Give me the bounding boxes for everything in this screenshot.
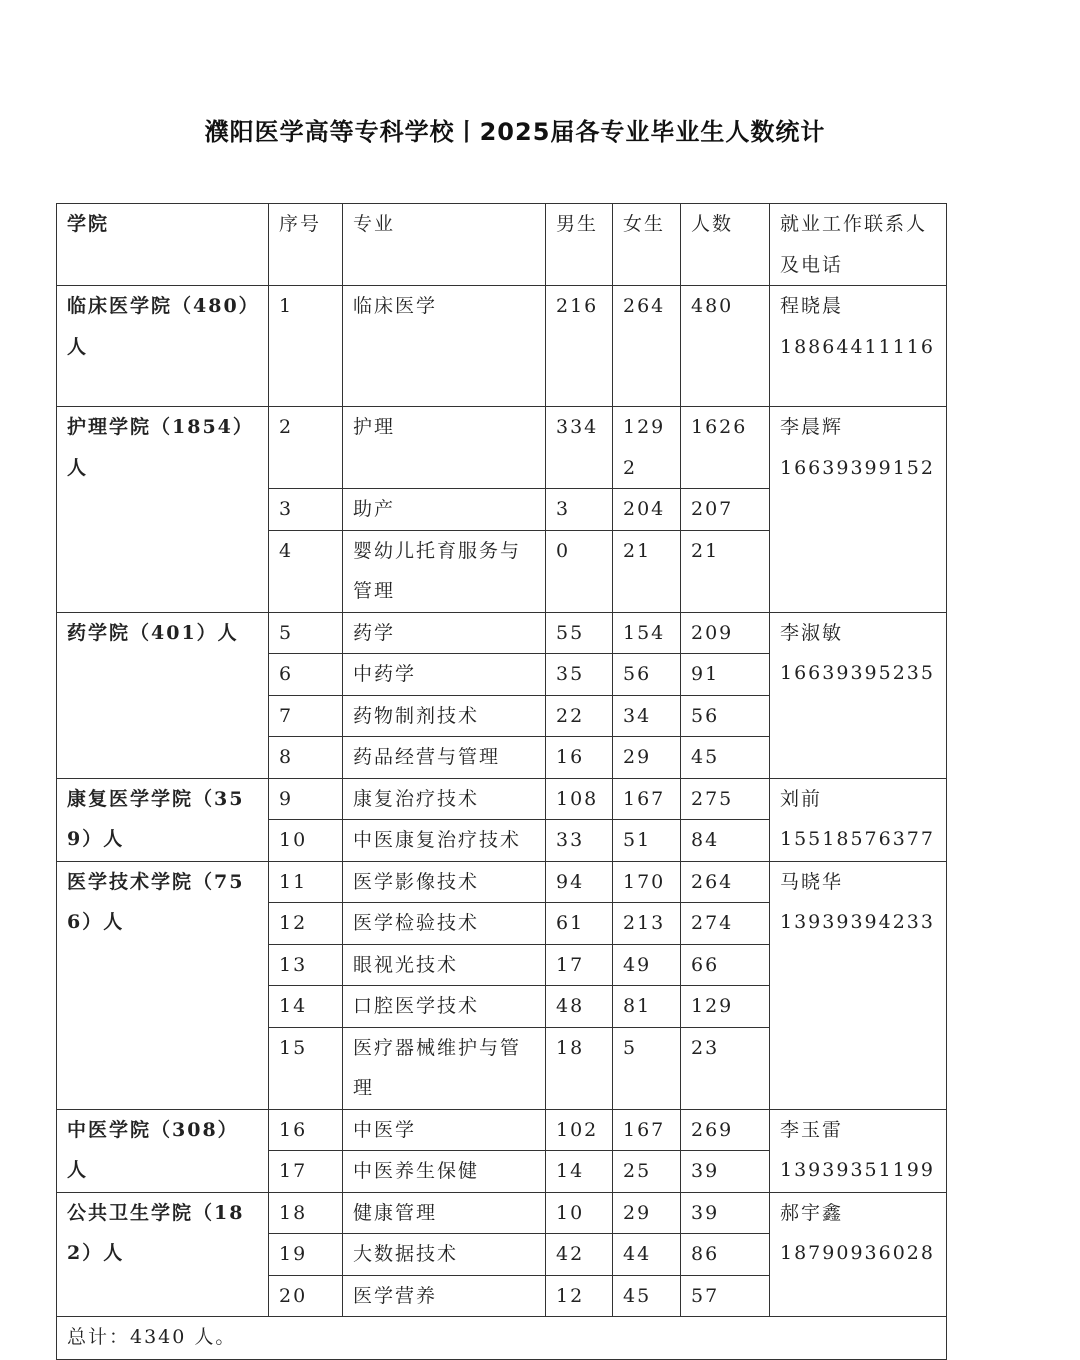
contact-cell [770,861,947,1109]
contact-phone: 13939351199 [780,1159,935,1181]
male-cell: 18 [546,1027,613,1109]
female-cell: 5 [613,1027,681,1109]
male-cell: 102 [546,1109,613,1151]
count-cell: 66 [681,944,770,986]
major-cell: 大数据技术 [343,1234,546,1276]
seq-cell: 13 [269,944,343,986]
seq-cell: 17 [269,1151,343,1193]
seq-cell: 4 [269,530,343,612]
contact-cell [770,1109,947,1192]
female-cell: 21 [613,530,681,612]
college-name: 公共卫生学院（182）人 [57,1192,269,1317]
college-name: 康复医学学院（359）人 [57,778,269,861]
major-cell: 婴幼儿托育服务与管理 [343,530,546,612]
male-cell: 17 [546,944,613,986]
major-cell: 护理 [343,407,546,489]
seq-cell: 9 [269,778,343,820]
table-row [57,1192,947,1234]
count-cell: 86 [681,1234,770,1276]
major-cell: 药物制剂技术 [343,695,546,737]
count-cell: 480 [681,286,770,407]
contact-phone: 16639395235 [780,662,935,684]
contact-name: 李玉雷 [780,1118,844,1141]
male-cell: 55 [546,612,613,654]
count-cell: 45 [681,737,770,779]
count-cell: 39 [681,1151,770,1193]
contact-phone: 15518576377 [780,828,935,850]
seq-cell: 20 [269,1275,343,1317]
count-cell: 57 [681,1275,770,1317]
seq-cell: 6 [269,654,343,696]
male-cell: 94 [546,861,613,903]
female-cell: 213 [613,903,681,945]
seq-cell: 19 [269,1234,343,1276]
male-cell: 0 [546,530,613,612]
female-cell: 154 [613,612,681,654]
count-cell: 91 [681,654,770,696]
male-cell: 14 [546,1151,613,1193]
header-female: 女生 [613,204,681,286]
count-cell: 129 [681,986,770,1028]
count-cell: 56 [681,695,770,737]
count-cell: 21 [681,530,770,612]
male-cell: 3 [546,489,613,531]
table-row [57,407,947,489]
contact-cell [770,286,947,407]
female-cell: 170 [613,861,681,903]
count-cell: 84 [681,820,770,862]
contact-phone: 18864411116 [780,335,935,358]
seq-cell: 14 [269,986,343,1028]
male-cell: 48 [546,986,613,1028]
header-seq: 序号 [269,204,343,286]
total-row [57,1317,947,1360]
major-cell: 中医学 [343,1109,546,1151]
male-cell: 33 [546,820,613,862]
college-name: 临床医学院（480）人 [57,286,269,407]
female-cell: 56 [613,654,681,696]
header-male: 男生 [546,204,613,286]
major-cell: 中医康复治疗技术 [343,820,546,862]
count-cell: 23 [681,1027,770,1109]
table-row [57,612,947,654]
seq-cell: 7 [269,695,343,737]
seq-cell: 11 [269,861,343,903]
count-cell: 274 [681,903,770,945]
count-cell: 209 [681,612,770,654]
seq-cell: 12 [269,903,343,945]
female-cell: 44 [613,1234,681,1276]
female-cell: 167 [613,1109,681,1151]
count-cell: 1626 [681,407,770,489]
contact-cell [770,778,947,861]
major-cell: 医学营养 [343,1275,546,1317]
graduate-stats-table [56,203,947,1360]
count-cell: 207 [681,489,770,531]
major-cell: 医疗器械维护与管理 [343,1027,546,1109]
count-cell: 269 [681,1109,770,1151]
major-cell: 中医养生保健 [343,1151,546,1193]
college-name: 医学技术学院（756）人 [57,861,269,1109]
college-name: 药学院（401）人 [57,612,269,778]
seq-cell: 16 [269,1109,343,1151]
major-cell: 中药学 [343,654,546,696]
seq-cell: 18 [269,1192,343,1234]
major-cell: 药学 [343,612,546,654]
female-cell: 29 [613,737,681,779]
male-cell: 12 [546,1275,613,1317]
major-cell: 助产 [343,489,546,531]
major-cell: 药品经营与管理 [343,737,546,779]
major-cell: 医学检验技术 [343,903,546,945]
female-cell: 167 [613,778,681,820]
college-name: 护理学院（1854）人 [57,407,269,613]
count-cell: 275 [681,778,770,820]
header-major: 专业 [343,204,546,286]
table-row [57,861,947,903]
header-contact: 就业工作联系人及电话 [770,204,947,286]
female-cell: 1292 [613,407,681,489]
male-cell: 216 [546,286,613,407]
male-cell: 10 [546,1192,613,1234]
male-cell: 16 [546,737,613,779]
total-text: 总计：4340 人。 [57,1317,947,1360]
header-row [57,204,947,286]
seq-cell: 10 [269,820,343,862]
major-cell: 口腔医学技术 [343,986,546,1028]
table-row [57,1109,947,1151]
female-cell: 34 [613,695,681,737]
contact-name: 郝宇鑫 [780,1201,844,1224]
female-cell: 204 [613,489,681,531]
contact-name: 马晓华 [780,870,844,893]
male-cell: 42 [546,1234,613,1276]
seq-cell: 5 [269,612,343,654]
contact-cell [770,1192,947,1317]
count-cell: 264 [681,861,770,903]
female-cell: 45 [613,1275,681,1317]
contact-phone: 13939394233 [780,911,935,933]
male-cell: 108 [546,778,613,820]
seq-cell: 2 [269,407,343,489]
seq-cell: 15 [269,1027,343,1109]
seq-cell: 3 [269,489,343,531]
header-count: 人数 [681,204,770,286]
college-name: 中医学院（308）人 [57,1109,269,1192]
table-row [57,778,947,820]
female-cell: 264 [613,286,681,407]
contact-name: 李晨辉 [780,416,844,438]
contact-phone: 16639399152 [780,456,935,479]
female-cell: 81 [613,986,681,1028]
page-title: 濮阳医学高等专科学校丨2025届各专业毕业生人数统计 [204,118,826,146]
contact-name: 刘前 [780,787,823,810]
female-cell: 25 [613,1151,681,1193]
major-cell: 临床医学 [343,286,546,407]
male-cell: 61 [546,903,613,945]
major-cell: 医学影像技术 [343,861,546,903]
male-cell: 35 [546,654,613,696]
major-cell: 眼视光技术 [343,944,546,986]
seq-cell: 8 [269,737,343,779]
contact-name: 李淑敏 [780,621,844,644]
male-cell: 334 [546,407,613,489]
header-college: 学院 [57,204,269,286]
major-cell: 健康管理 [343,1192,546,1234]
contact-phone: 18790936028 [780,1242,935,1264]
female-cell: 49 [613,944,681,986]
count-cell: 39 [681,1192,770,1234]
female-cell: 51 [613,820,681,862]
contact-cell [770,612,947,778]
male-cell: 22 [546,695,613,737]
seq-cell: 1 [269,286,343,407]
female-cell: 29 [613,1192,681,1234]
contact-cell [770,407,947,613]
table-row [57,286,947,407]
major-cell: 康复治疗技术 [343,778,546,820]
contact-name: 程晓晨 [780,295,844,317]
